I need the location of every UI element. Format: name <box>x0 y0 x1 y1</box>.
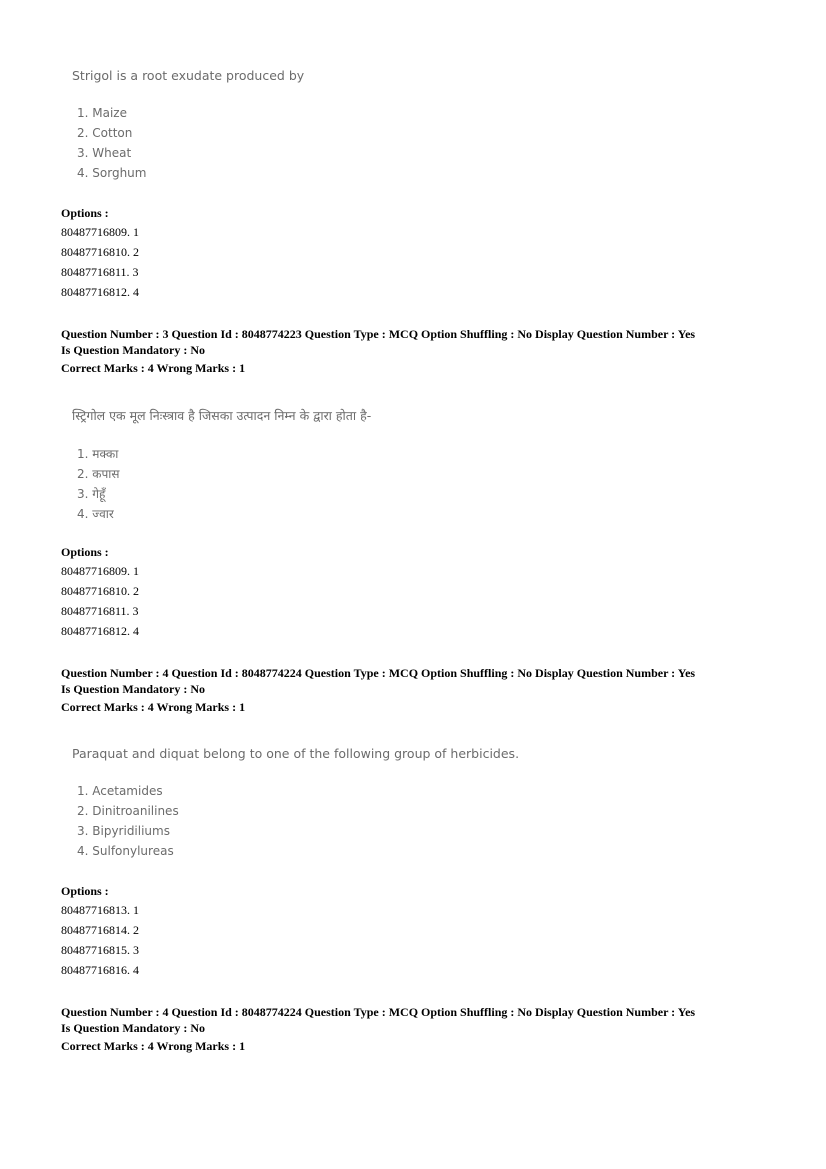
choice-item: 3. गेहूँ <box>77 487 106 501</box>
marks-line: Correct Marks : 4 Wrong Marks : 1 <box>61 1039 246 1053</box>
choice-item: 2. कपास <box>77 467 120 481</box>
mandatory-line: Is Question Mandatory : No <box>61 1021 206 1035</box>
option-row: 80487716812. 4 <box>61 285 139 299</box>
choice-list <box>72 781 519 861</box>
option-row: 80487716815. 3 <box>61 943 139 957</box>
choice-item: 1. मक्का <box>77 447 119 461</box>
marks-line: Correct Marks : 4 Wrong Marks : 1 <box>61 361 246 375</box>
question-meta <box>61 326 695 377</box>
options-label: Options : <box>61 206 109 220</box>
question-image <box>72 68 304 183</box>
choice-item: 4. Sulfonylureas <box>77 844 174 858</box>
mandatory-line: Is Question Mandatory : No <box>61 343 206 357</box>
choice-item: 2. Cotton <box>77 126 133 140</box>
choice-item: 4. Sorghum <box>77 166 147 180</box>
choice-item: 4. ज्वार <box>77 507 114 521</box>
option-row: 80487716810. 2 <box>61 584 139 598</box>
mandatory-line: Is Question Mandatory : No <box>61 682 206 696</box>
question-text: Paraquat and diquat belong to one of the following group of herbicides. <box>72 746 520 761</box>
options-section <box>61 882 139 980</box>
option-row: 80487716809. 1 <box>61 225 139 239</box>
option-row: 80487716810. 2 <box>61 245 139 259</box>
choice-item: 3. Wheat <box>77 146 132 160</box>
option-row: 80487716812. 4 <box>61 624 139 638</box>
question-header: Question Number : 4 Question Id : 8048774224 Question Type : MCQ Option Shuffling : No Display Question Number : Yes <box>61 1005 696 1019</box>
question-meta <box>61 665 695 716</box>
options-section <box>61 543 139 641</box>
marks-line: Correct Marks : 4 Wrong Marks : 1 <box>61 700 246 714</box>
option-row: 80487716816. 4 <box>61 963 139 977</box>
option-row: 80487716809. 1 <box>61 564 139 578</box>
choice-item: 2. Dinitroanilines <box>77 804 179 818</box>
question-header: Question Number : 4 Question Id : 8048774224 Question Type : MCQ Option Shuffling : No Display Question Number : Yes <box>61 666 696 680</box>
options-section <box>61 204 139 302</box>
choice-list <box>72 103 304 183</box>
options-label: Options : <box>61 884 109 898</box>
option-row: 80487716814. 2 <box>61 923 139 937</box>
question-image <box>72 746 519 861</box>
question-image <box>72 407 371 524</box>
choice-list <box>72 444 371 524</box>
options-label: Options : <box>61 545 109 559</box>
option-row: 80487716811. 3 <box>61 604 139 618</box>
choice-item: 1. Acetamides <box>77 784 163 798</box>
choice-item: 1. Maize <box>77 106 127 120</box>
question-text: Strigol is a root exudate produced by <box>72 68 305 83</box>
choice-item: 3. Bipyridiliums <box>77 824 170 838</box>
option-row: 80487716811. 3 <box>61 265 139 279</box>
question-meta <box>61 1004 695 1055</box>
option-row: 80487716813. 1 <box>61 903 139 917</box>
question-header: Question Number : 3 Question Id : 8048774223 Question Type : MCQ Option Shuffling : No Display Question Number : Yes <box>61 327 696 341</box>
question-text: स्ट्रिगोल एक मूल निःस्त्राव है जिसका उत्पादन निम्न के द्वारा होता है- <box>72 408 372 423</box>
